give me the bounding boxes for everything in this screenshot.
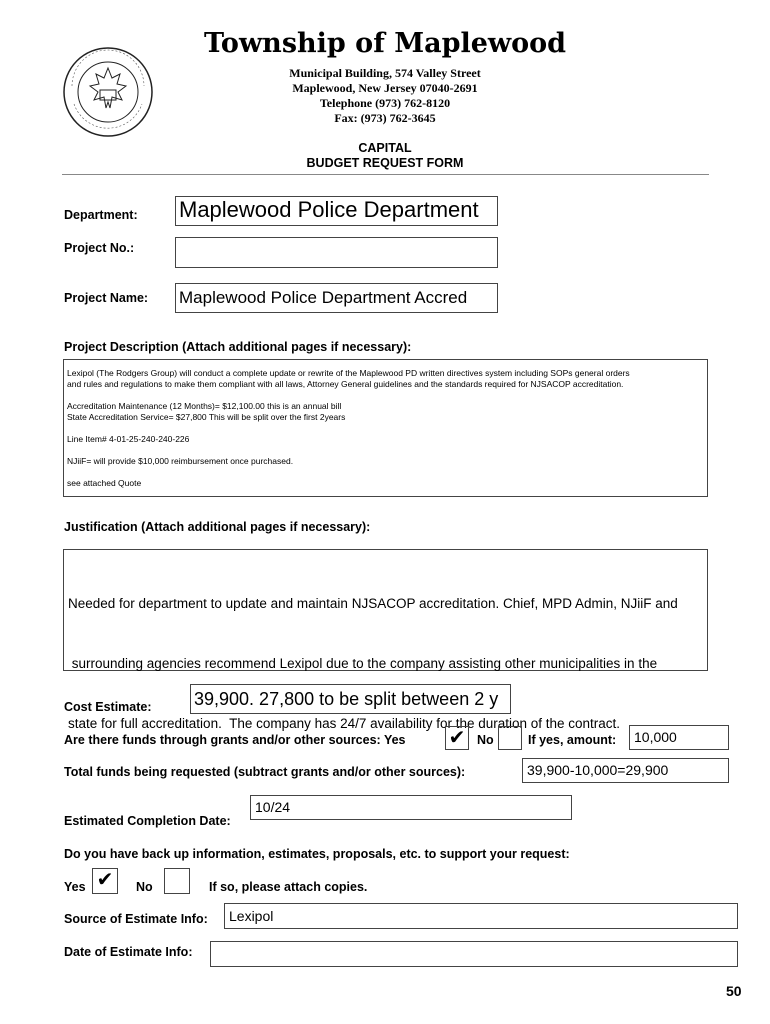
department-field[interactable]: Maplewood Police Department [175, 196, 498, 226]
project-no-label: Project No.: [64, 241, 135, 255]
project-name-label: Project Name: [64, 291, 149, 305]
source-label: Source of Estimate Info: [64, 912, 208, 926]
backup-attach-note: If so, please attach copies. [209, 880, 368, 894]
description-line: Accreditation Maintenance (12 Months)= $12,100.00 this is an annual bill [67, 401, 342, 411]
description-line: see attached Quote [67, 478, 142, 488]
source-field[interactable]: Lexipol [224, 903, 738, 929]
total-funds-label: Total funds being requested (subtract grants and/or other sources): [64, 765, 466, 779]
grants-yes-checkbox[interactable]: ✔ [445, 726, 469, 750]
project-description-label: Project Description (Attach additional pages if necessary): [64, 340, 412, 354]
backup-question: Do you have back up information, estimates, proposals, etc. to support your request: [64, 847, 570, 861]
description-line: State Accreditation Service= $27,800 This will be split over the first 2years [67, 412, 346, 422]
address-block [235, 66, 535, 126]
department-label: Department: [64, 208, 138, 222]
estimate-date-field[interactable] [210, 941, 738, 967]
grants-amount-label: If yes, amount: [528, 733, 617, 747]
page-number: 50 [726, 983, 742, 999]
justification-line: surrounding agencies recommend Lexipol due to the company assisting other municipalities in the [68, 656, 658, 671]
backup-yes-label: Yes [64, 880, 86, 894]
completion-date-field[interactable]: 10/24 [250, 795, 572, 820]
project-name-field[interactable]: Maplewood Police Department Accred [175, 283, 498, 313]
grants-no-checkbox[interactable] [498, 726, 522, 750]
form-title-line-2: BUDGET REQUEST FORM [306, 156, 464, 170]
grants-amount-field[interactable]: 10,000 [629, 725, 729, 750]
justification-label: Justification (Attach additional pages if necessary): [64, 520, 371, 534]
address-line: Maplewood, New Jersey 07040-2691 [292, 81, 478, 95]
township-title: Township of Maplewood [203, 28, 567, 59]
cost-estimate-label: Cost Estimate: [64, 700, 152, 714]
township-seal [62, 46, 154, 138]
description-line: and rules and regulations to make them compliant with all laws, Attorney General guidelines and the standards required for NJSACOP accreditation. [67, 379, 624, 389]
backup-no-label: No [136, 880, 153, 894]
grants-label: Are there funds through grants and/or other sources: Yes [64, 733, 406, 747]
description-line: Lexipol (The Rodgers Group) will conduct a complete update or rewrite of the Maplewood PD written directives system including SOPs general orders [67, 368, 630, 378]
form-title-line-1: CAPITAL [358, 141, 412, 155]
description-line: Line Item# 4-01-25-240-240-226 [67, 434, 190, 444]
form-title [235, 141, 535, 171]
justification-line: Needed for department to update and maintain NJSACOP accreditation. Chief, MPD Admin, NJiiF and [68, 596, 678, 611]
total-funds-field[interactable]: 39,900-10,000=29,900 [522, 758, 729, 783]
address-line: Fax: (973) 762-3645 [334, 111, 436, 125]
header-divider [62, 174, 709, 175]
completion-date-label: Estimated Completion Date: [64, 814, 231, 828]
project-description-field[interactable] [63, 359, 708, 497]
backup-yes-checkbox[interactable]: ✔ [92, 868, 118, 894]
justification-line: state for full accreditation. The company has 24/7 availability for the duration of the contract. [68, 716, 621, 731]
grants-no-label: No [477, 733, 494, 747]
description-line: NJiiF= will provide $10,000 reimbursement once purchased. [67, 456, 294, 466]
backup-no-checkbox[interactable] [164, 868, 190, 894]
address-line: Telephone (973) 762-8120 [319, 96, 451, 110]
address-line: Municipal Building, 574 Valley Street [289, 66, 481, 80]
project-no-field[interactable] [175, 237, 498, 268]
cost-estimate-field[interactable]: 39,900. 27,800 to be split between 2 y [190, 684, 511, 714]
estimate-date-label: Date of Estimate Info: [64, 945, 193, 959]
